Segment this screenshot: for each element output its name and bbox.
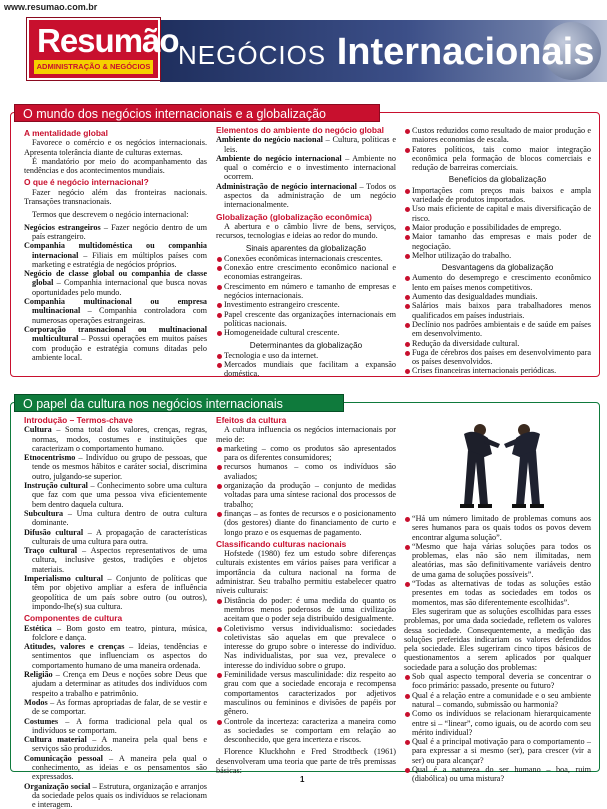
term-definition: – A maneira pela qual bens e serviços são produzidos. bbox=[32, 735, 207, 754]
term-name: Difusão cultural bbox=[24, 527, 84, 537]
term-list bbox=[216, 135, 396, 209]
heading: Classificando culturas nacionais bbox=[216, 538, 347, 549]
site-url[interactable]: www.resumao.com.br bbox=[4, 2, 98, 12]
term-definition: – A maneira pela qual o conhecimento, as ideias e os pensamentos são expressados. bbox=[32, 753, 208, 782]
term-name: Companhia multidoméstica ou companhia internacional bbox=[24, 241, 207, 260]
term-definition: – Possui operações em muitos países com produção e estratégia comuns ditadas pelo ambiente local. bbox=[32, 334, 207, 362]
bullet-list bbox=[404, 186, 591, 260]
term-entry bbox=[24, 670, 207, 698]
paragraph: Favorece o comércio e os negócios internacionais. Apresenta tolerância diante de culturas externas. bbox=[24, 138, 207, 157]
list-item: Sob qual aspecto temporal deveria se concentrar o foco primário: passado, presente ou futuro? bbox=[404, 672, 591, 691]
list-item: Investimento estrangeiro crescente. bbox=[216, 300, 396, 309]
list-item: Distância do poder: é uma medida do quanto os membros menos poderosos de uma civilização aceitam que o poder seja distribuído desigualmente. bbox=[216, 596, 396, 624]
list-item: Custos reduzidos como resultado de maior produção e maiores economias de escala. bbox=[404, 126, 591, 145]
term-entry bbox=[24, 546, 207, 574]
list-item: Crescimento em número e tamanho de empresas e negócios internacionais. bbox=[216, 282, 396, 301]
term-definition: – Todos os aspectos da administração de um negócio internacionalmente. bbox=[224, 181, 396, 210]
term-name: Organização social bbox=[24, 781, 91, 791]
list-item: “Mesmo que haja várias soluções para todos os problemas, elas não são nem ilimitadas, nem aleatórias, mas são definitivamente variáveis dentro de uma gama de soluções possíveis”. bbox=[404, 542, 591, 579]
list-item: Qual é a relação entre a comunidade e o seu ambiente natural – comando, submissão ou harmonia? bbox=[404, 691, 591, 710]
paragraph: Hofstede (1980) fez um estudo sobre diferenças culturais existentes em vários países para verificar a importância da cultura nacional na forma de administrar. Seu trabalho permitiu estabelecer quatro níveis culturais: bbox=[216, 549, 396, 596]
paragraph: Eles sugeriram que as soluções escolhidas para esses problemas, por uma dada sociedade, refletem os valores dessa sociedade. Consequentemente, a medição das soluções preferidas indicariam os valores defendidos pela sociedade. Eles sugeriram cinco tipos básicos de questionamentos a serem aplicados por qualquer sociedade para a solução dos problemas: bbox=[404, 606, 591, 672]
title-banner bbox=[160, 20, 607, 82]
term-definition: – As formas apropriadas de falar, de se vestir e de se comportar. bbox=[32, 697, 207, 717]
term-entry bbox=[24, 223, 207, 242]
section1-col1 bbox=[24, 126, 207, 362]
term-name: Negócio de classe global ou companhia de classe global bbox=[24, 269, 207, 288]
section2-title: O papel da cultura nos negócios internacionais bbox=[23, 397, 283, 411]
business-men-illustration bbox=[408, 410, 596, 510]
term-entry bbox=[24, 624, 207, 643]
term-entry bbox=[24, 269, 207, 297]
heading: O que é negócio internacional? bbox=[24, 177, 149, 188]
term-definition: – A propagação de características culturais de uma cultura para outra. bbox=[32, 527, 207, 546]
term-name: Comunicação pessoal bbox=[24, 753, 103, 763]
brand-subtitle: ADMINISTRAÇÃO & NEGÓCIOS bbox=[34, 60, 153, 74]
section2-col1 bbox=[24, 416, 207, 809]
section1-col2 bbox=[216, 126, 396, 379]
list-item: Controle da incerteza: caracteriza a maneira como as sociedades se comportam em relação ao desconhecido, que gera incerteza e riscos. bbox=[216, 717, 396, 745]
page-title bbox=[178, 30, 594, 77]
term-entry bbox=[216, 135, 396, 154]
list-item: Papel crescente das organizações internacionais em políticas nacionais. bbox=[216, 310, 396, 329]
section2-col3 bbox=[404, 514, 591, 784]
term-definition: – Crença em Deus e noções sobre Deus que ajudam a determinar as atitudes dos indivíduos com respeito a trabalho e patrimônio. bbox=[32, 670, 207, 698]
subheading: Sinais aparentes da globalização bbox=[245, 243, 367, 253]
list-item: Conexões econômicas internacionais crescentes. bbox=[216, 254, 396, 263]
heading: A mentalidade global bbox=[24, 128, 108, 138]
list-item: Redução da diversidade cultural. bbox=[404, 339, 591, 348]
section1-col3 bbox=[404, 126, 591, 376]
term-entry bbox=[24, 453, 207, 481]
term-name: Etnocentrismo bbox=[24, 453, 76, 463]
subheading: Benefícios da globalização bbox=[448, 175, 547, 185]
term-definition: – Conhecimento sobre uma cultura que faz com que uma pessoa viva eficientemente bem dentro daquela cultura. bbox=[32, 481, 207, 509]
term-entry bbox=[24, 528, 207, 547]
term-entry bbox=[216, 154, 396, 182]
section1-title: O mundo dos negócios internacionais e a globalização bbox=[23, 107, 326, 121]
bullet-list bbox=[216, 351, 396, 379]
term-name: Atitudes, valores e crenças bbox=[24, 642, 125, 652]
term-name: Ambiente do negócio nacional bbox=[216, 135, 323, 145]
term-definition: – Companhia controladora com numerosas operações estrangeiras. bbox=[32, 306, 207, 325]
term-entry bbox=[24, 297, 207, 325]
term-entry bbox=[24, 325, 207, 362]
term-name: Cultura material bbox=[24, 735, 87, 745]
bullet-list bbox=[404, 514, 591, 607]
term-entry bbox=[24, 754, 207, 782]
term-name: Companhia multinacional ou empresa multinacional bbox=[24, 297, 207, 316]
term-entry bbox=[24, 642, 207, 670]
subheading: Desvantagens da globalização bbox=[441, 263, 554, 273]
term-entry bbox=[24, 735, 207, 754]
heading: Introdução – Termos-chave bbox=[24, 415, 133, 425]
title-word2: Internacionais bbox=[336, 31, 595, 73]
list-item: Importações com preços mais baixos e ampla variedade de produtos importados. bbox=[404, 186, 591, 205]
term-entry bbox=[24, 698, 207, 717]
bullet-list bbox=[404, 273, 591, 375]
term-name: Corporação transnacional ou multinacional multicultural bbox=[24, 324, 207, 344]
list-item: Crises financeiras internacionais periódicas. bbox=[404, 366, 591, 375]
bullet-list bbox=[216, 254, 396, 338]
list-item: Tecnologia e uso da internet. bbox=[216, 351, 396, 360]
heading: Globalização (globalização econômica) bbox=[216, 211, 372, 222]
term-definition: – Conjunto de políticas que têm por objetivo ampliar a esfera de influência geopolítica de um país sobre outro (ou outros), impondo-lhe(s) sua cultura. bbox=[32, 574, 207, 611]
paragraph: Florence Kluckhohn e Fred Strodtbeck (1961) desenvolveram uma teoria que parte de três premissas básicas: bbox=[216, 747, 396, 775]
title-word1: NEGÓCIOS bbox=[178, 40, 327, 70]
bullet-list bbox=[216, 596, 396, 745]
term-list bbox=[24, 624, 207, 809]
term-entry bbox=[24, 481, 207, 509]
list-item: recursos humanos – como os indivíduos são avaliados; bbox=[216, 462, 396, 481]
paragraph: A cultura influencia os negócios internacionais por meio de: bbox=[216, 425, 396, 444]
list-item: “Há um número limitado de problemas comuns aos seres humanos para os quais todos os povos devem encontrar alguma solução”. bbox=[404, 514, 591, 542]
term-entry bbox=[24, 241, 207, 269]
subheading: Determinantes da globalização bbox=[249, 340, 363, 350]
list-item: Aumento das desigualdades mundiais. bbox=[404, 292, 591, 301]
list-item: Qual é a principal motivação para o comportamento – para expressar a si mesmo (ser), para crescer (vir a ser) ou para alcançar? bbox=[404, 737, 591, 765]
term-definition: – Uma cultura dentro de outra cultura dominante. bbox=[32, 508, 207, 528]
term-definition: – Soma total dos valores, crenças, regras, normas, modos, costumes e instituições que caracterizam o comportamento humano. bbox=[32, 425, 207, 453]
term-name: Administração de negócio internacional bbox=[216, 181, 357, 191]
heading: Elementos do ambiente do negócio global bbox=[216, 125, 384, 135]
term-definition: – Filiais em múltiplos países com marketing e estratégia de negócios próprios. bbox=[32, 250, 207, 269]
term-entry bbox=[24, 782, 207, 809]
section2-header bbox=[14, 394, 344, 412]
term-definition: – Fazer negócio dentro de um país estrangeiro. bbox=[32, 222, 207, 241]
brand-name: Resumão bbox=[37, 22, 179, 59]
paragraph: A abertura e o câmbio livre de bens, serviços, recursos, tecnologias e ideias ao redor do mundo. bbox=[216, 221, 396, 241]
section1-header bbox=[14, 104, 380, 122]
term-definition: – Ambiente no qual o comércio e o investimento internacional ocorrem. bbox=[224, 153, 396, 182]
list-item: Coletivismo versus individualismo: sociedades coletivistas são aquelas em que prevalece o interesse do grupo sobre o interesse do indivíduo. Nas individualistas, por sua vez, prevalece o interesse do indivíduo sobre o grupo. bbox=[216, 624, 396, 670]
term-definition: – Indivíduo ou grupo de pessoas, que tende os mesmos hábitos e caráter social, discrimina outro, julgando-se superior. bbox=[32, 453, 207, 481]
term-name: Traço cultural bbox=[24, 546, 78, 556]
list-item: Melhor utilização do trabalho. bbox=[404, 251, 591, 260]
term-name: Subcultura bbox=[24, 508, 64, 518]
term-definition: – Estrutura, organização e arranjos da sociedade pelos quais os indivíduos se relacionam e interagem. bbox=[32, 781, 207, 809]
list-item: Feminilidade versus masculinidade: diz respeito ao grau com que a sociedade encoraja e recompensa comportamentos caracterizados por adjetivos masculinos ou femininos e divisões de papéis por gênero. bbox=[216, 670, 396, 716]
term-definition: – Companhia internacional que busca novas oportunidades pelo mundo. bbox=[32, 278, 207, 297]
list-item: marketing – como os produtos são apresentados para os diferentes consumidores; bbox=[216, 444, 396, 463]
list-item: Aumento do desemprego e crescimento econômico lento em países menos competitivos. bbox=[404, 273, 591, 292]
heading: Componentes de cultura bbox=[24, 613, 123, 624]
section2-col2 bbox=[216, 416, 396, 775]
bullet-list bbox=[404, 126, 591, 172]
list-item: Fuga de cérebros dos países em desenvolvimento para os países desenvolvidos. bbox=[404, 348, 591, 367]
list-item: Conexão entre crescimento econômico nacional e economias estrangeiras. bbox=[216, 263, 396, 282]
list-item: Maior tamanho das empresas e mais poder de negociação. bbox=[404, 232, 591, 251]
term-definition: – Aspectos representativos de uma cultura, inclusive gestos, tradições e objetos materiais. bbox=[32, 546, 207, 574]
paragraph: É mandatório por meio do acompanhamento das tendências e dos acontecimentos mundiais. bbox=[24, 156, 207, 176]
term-name: Imperialismo cultural bbox=[24, 574, 104, 584]
term-entry bbox=[24, 717, 207, 736]
term-name: Modos bbox=[24, 697, 48, 707]
term-name: Instrução cultural bbox=[24, 481, 88, 491]
term-definition: – Ideias, tendências e sentimentos que influenciam os aspectos do comportamento humano de uma maneira ordenada. bbox=[32, 642, 207, 670]
list-item: Declínio nos padrões ambientais e de saúde em países em desenvolvimento. bbox=[404, 320, 591, 339]
page-number: 1 bbox=[300, 775, 305, 784]
list-item: finanças – as fontes de recursos e o posicionamento (dos gestores) diante do financiamento de curto e longo prazo e os esquemas de pagamento. bbox=[216, 509, 396, 537]
term-list bbox=[24, 223, 207, 362]
list-item: Qual é a natureza do ser humano – boa, ruim (diabólica) ou uma mistura? bbox=[404, 765, 591, 784]
paragraph: Termos que descrevem o negócio internacional: bbox=[32, 210, 189, 220]
list-item: Como os indivíduos se relacionam hierarquicamente entre si – “linear”, como iguais, ou de acordo com seu mérito individual? bbox=[404, 709, 591, 737]
term-definition: – A forma tradicional pela qual os indivíduos se comportam. bbox=[32, 716, 207, 735]
list-item: Fatores políticos, tais como maior integração econômica pela formação de blocos comerciais e redução de barreiras comerciais. bbox=[404, 145, 591, 173]
term-name: Cultura bbox=[24, 425, 52, 435]
term-entry bbox=[24, 574, 207, 611]
bullet-list bbox=[216, 444, 396, 537]
list-item: Salários mais baixos para trabalhadores menos qualificados em países industriais. bbox=[404, 301, 591, 320]
list-item: Homogeneidade cultural crescente. bbox=[216, 328, 396, 337]
term-name: Costumes bbox=[24, 716, 59, 726]
term-entry bbox=[24, 509, 207, 528]
term-definition: – Cultura, políticas e leis. bbox=[224, 135, 396, 154]
list-item: organização da produção – conjunto de medidas voltadas para uma síntese racional dos processos de trabalho; bbox=[216, 481, 396, 509]
list-item: Maior produção e possibilidades de emprego. bbox=[404, 223, 591, 232]
term-entry bbox=[24, 425, 207, 453]
list-item: Mercados mundiais que facilitam a expansão doméstica. bbox=[216, 360, 396, 379]
paragraph: Fazer negócio além das fronteiras nacionais. Transações transnacionais. bbox=[24, 187, 207, 207]
heading: Efeitos da cultura bbox=[216, 415, 287, 425]
bowing-men-image bbox=[408, 410, 596, 510]
term-name: Estética bbox=[24, 623, 52, 633]
term-entry bbox=[216, 182, 396, 210]
term-name: Religião bbox=[24, 670, 53, 680]
list-item: “Todas as alternativas de todas as soluções estão presentes em todas as sociedades em todos os momentos, mas são diferentemente escolhidas”. bbox=[404, 579, 591, 607]
list-item: Uso mais eficiente de capital e mais diversificação de risco. bbox=[404, 204, 591, 223]
term-list bbox=[24, 425, 207, 611]
term-name: Ambiente do negócio internacional bbox=[216, 153, 342, 163]
bullet-list bbox=[404, 672, 591, 784]
term-name: Negócios estrangeiros bbox=[24, 222, 101, 232]
term-definition: – Bom gosto em teatro, pintura, música, folclore e dança. bbox=[32, 623, 207, 642]
brand-logo bbox=[27, 18, 179, 80]
